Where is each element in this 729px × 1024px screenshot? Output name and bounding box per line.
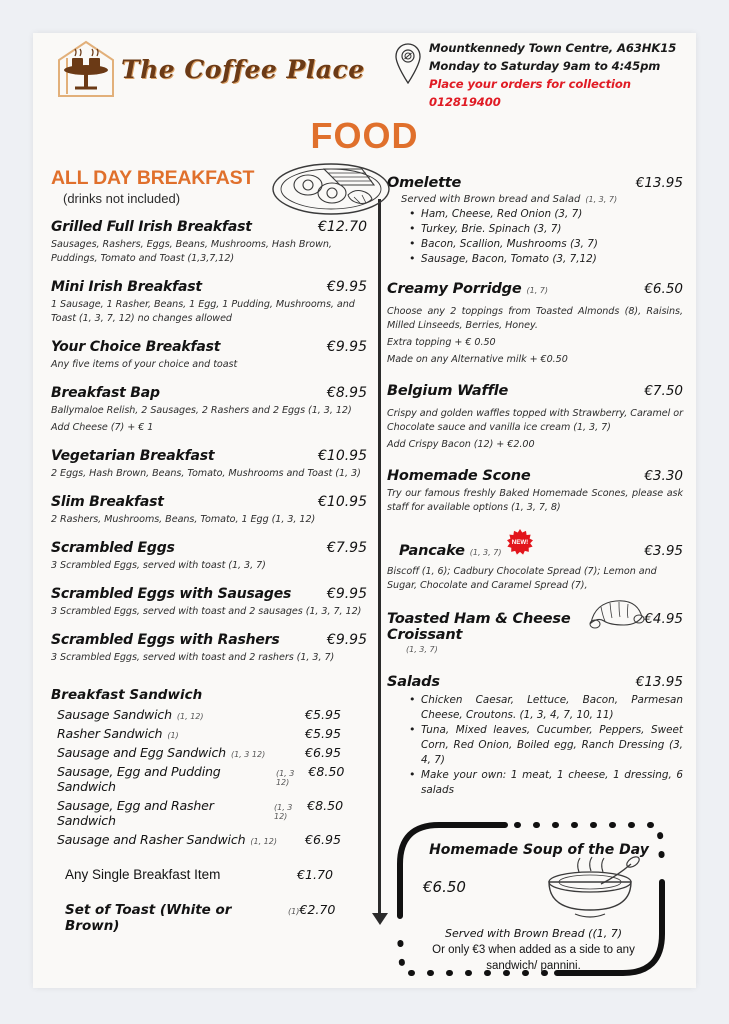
right-column [373, 161, 691, 980]
allergen-codes: (1, 12) [176, 712, 204, 721]
sandwich-name: Sausage, Egg and Rasher Sandwich [57, 798, 214, 828]
item-price: €8.95 [326, 385, 367, 401]
item-name: Salads [387, 674, 440, 690]
soup-title: Homemade Soup of the Day [429, 842, 649, 858]
soup-note-3: sandwich/ pannini. [486, 960, 581, 972]
item-name: Vegetarian Breakfast [51, 448, 215, 464]
item-description: Ballymaloe Relish, 2 Sausages, 2 Rashers and 2 Eggs (1, 3, 12) [51, 405, 352, 416]
contact-hours: Monday to Saturday 9am to 4:45pm [429, 59, 661, 73]
item-name: Omelette [387, 175, 462, 191]
item-name: Slim Breakfast [51, 494, 164, 510]
item-name: Scrambled Eggs with Sausages [51, 586, 292, 602]
menu-item[interactable] [51, 494, 367, 527]
item-price: €3.30 [644, 468, 683, 484]
item-name: Your Choice Breakfast [51, 339, 221, 355]
item-name: Breakfast Bap [51, 385, 160, 401]
item-name: Toasted Ham & Cheese Croissant [387, 611, 571, 643]
item-name: Scrambled Eggs with Rashers [51, 632, 280, 648]
item-description: 2 Eggs, Hash Brown, Beans, Tomato, Mushrooms and Toast (1, 3) [51, 468, 361, 479]
contact-phone[interactable]: Place your orders for collection 012819400 [429, 77, 631, 109]
menu-item[interactable] [51, 219, 367, 266]
menu-item[interactable] [51, 540, 367, 573]
menu-item-omelette[interactable] [387, 175, 683, 267]
sandwich-price: €8.50 [307, 798, 344, 813]
menu-item[interactable] [51, 385, 367, 435]
item-description [401, 194, 683, 205]
item-description: 3 Scrambled Eggs, served with toast and 2 sausages (1, 3, 7, 12) [51, 606, 362, 617]
sandwich-price: €6.95 [305, 745, 342, 760]
item-price: €13.95 [635, 175, 683, 191]
item-description: 3 Scrambled Eggs, served with toast (1, 3, 7) [51, 560, 266, 571]
soup-note-1: Served with Brown Bread ((1, 7) [444, 927, 623, 940]
item-description-text: Served with Brown bread and Salad [401, 194, 581, 205]
item-description: Biscoff (1, 6); Cadbury Chocolate Spread (7); Lemon and Sugar, Chocolate and Caramel Spread (7), [387, 566, 657, 591]
item-description: Choose any 2 toppings from Toasted Almonds (8), Raisins, Milled Linseeds, Berries, Honey. [387, 306, 683, 331]
list-item: • Ham, Cheese, Red Onion (3, 7) [409, 207, 683, 222]
item-name: Grilled Full Irish Breakfast [51, 219, 252, 235]
sandwich-price: €8.50 [308, 764, 345, 779]
brand-logo [53, 38, 365, 100]
menu-columns [33, 161, 696, 980]
sandwich-row[interactable] [51, 764, 367, 794]
item-name: Any Single Breakfast Item [65, 867, 221, 882]
menu-item-waffle[interactable] [387, 383, 683, 452]
breakfast-plate-icon [266, 155, 396, 217]
sandwich-name: Rasher Sandwich [57, 726, 163, 741]
item-name: Homemade Scone [387, 468, 531, 484]
sandwich-row[interactable] [51, 798, 367, 828]
sandwich-name: Sausage and Egg Sandwich [57, 745, 226, 760]
menu-item-pancake[interactable] [387, 529, 683, 593]
soup-note-2: Or only €3 when added as a side to any [432, 944, 635, 956]
menu-page [33, 33, 696, 988]
item-description-extra2: Made on any Alternative milk + €0.50 [387, 354, 568, 365]
item-name: Set of Toast (White or Brown) [65, 902, 232, 934]
new-starburst-badge-icon [507, 529, 533, 555]
item-price: €6.50 [644, 281, 683, 297]
menu-item[interactable] [51, 279, 367, 326]
allergen-codes: (1, 3, 7) [469, 548, 502, 557]
item-description: 1 Sausage, 1 Rasher, Beans, 1 Egg, 1 Pudding, Mushrooms, and Toast (1, 3, 7, 12) no changes allowed [51, 299, 355, 324]
allergen-codes: (1, 12) [250, 837, 277, 846]
page-title: FOOD [310, 115, 419, 156]
allergen-codes: (1) [167, 731, 179, 740]
soup-price: €6.50 [423, 878, 466, 896]
item-price: €9.95 [326, 279, 367, 295]
sandwich-price: €5.95 [305, 707, 342, 722]
item-price: €7.50 [644, 383, 683, 399]
location-pin-icon [393, 41, 423, 87]
item-name: Scrambled Eggs [51, 540, 175, 556]
svg-text:NEW!: NEW! [512, 539, 529, 546]
sandwich-row[interactable] [51, 707, 367, 722]
item-name: Belgium Waffle [387, 383, 509, 399]
contact-block [393, 39, 696, 111]
salad-options [409, 693, 683, 798]
item-description: Crispy and golden waffles topped with Strawberry, Caramel or Chocolate sauce and vanilla ice cream (1, 3, 7) [387, 408, 683, 433]
sandwich-name: Sausage Sandwich [57, 707, 172, 722]
sandwich-row[interactable] [51, 745, 367, 760]
menu-item-porridge[interactable] [387, 281, 683, 367]
item-description-extra: Extra topping + € 0.50 [387, 337, 496, 348]
left-column [33, 161, 373, 980]
coffee-table-house-logo-icon [53, 38, 119, 100]
item-price: €7.95 [326, 540, 367, 556]
menu-item-salads[interactable] [387, 674, 683, 798]
item-price: €4.95 [644, 611, 683, 627]
list-item: • Sausage, Bacon, Tomato (3, 7,12) [409, 252, 683, 267]
sandwich-row[interactable] [51, 726, 367, 741]
sandwich-price: €5.95 [305, 726, 342, 741]
menu-item[interactable] [51, 632, 367, 665]
set-of-toast-row[interactable] [51, 902, 367, 934]
sandwich-price: €6.95 [305, 832, 342, 847]
all-day-breakfast-subtitle: (drinks not included) [63, 191, 181, 206]
allergen-codes: (1, 7) [526, 286, 548, 295]
brand-name: The Coffee Place [121, 54, 365, 84]
item-price: €10.95 [318, 448, 367, 464]
item-price: €1.70 [297, 867, 334, 882]
column-divider [378, 199, 381, 919]
item-price: €12.70 [318, 219, 367, 235]
divider-arrow-icon [372, 913, 388, 925]
list-item: • Turkey, Brie. Spinach (3, 7) [409, 222, 683, 237]
allergen-codes: (1) [288, 907, 300, 916]
contact-address: Mountkennedy Town Centre, A63HK15 [429, 41, 677, 55]
item-description: 3 Scrambled Eggs, served with toast and 2 rashers (1, 3, 7) [51, 652, 335, 663]
list-item: • Tuna, Mixed leaves, Cucumber, Peppers, Sweet Corn, Red Onion, Boiled egg, Ranch Dressing (3, 4, 7) [409, 723, 683, 768]
item-price: €9.95 [326, 339, 367, 355]
sandwich-name: Sausage and Rasher Sandwich [57, 832, 246, 847]
menu-item-scone[interactable] [387, 468, 683, 515]
menu-item[interactable] [51, 339, 367, 372]
allergen-codes: (1, 3 12) [275, 769, 295, 787]
item-description: Sausages, Rashers, Eggs, Beans, Mushrooms, Hash Brown, Puddings, Tomato and Toast (1,3,7,12) [51, 239, 332, 264]
omelette-options [409, 207, 683, 267]
item-price: €3.95 [644, 543, 683, 559]
list-item: • Bacon, Scallion, Mushrooms (3, 7) [409, 237, 683, 252]
allergen-codes: (1, 3 12) [230, 750, 266, 759]
page-header [33, 33, 696, 111]
list-item: • Chicken Caesar, Lettuce, Bacon, Parmesan Cheese, Croutons. (1, 3, 4, 7, 10, 11) [409, 693, 683, 723]
item-price: €9.95 [326, 632, 367, 648]
item-description-extra: Add Crispy Bacon (12) + €2.00 [387, 439, 535, 450]
menu-item[interactable] [51, 448, 367, 481]
item-price: €13.95 [635, 674, 683, 690]
item-name: Creamy Porridge [387, 281, 522, 297]
soup-of-the-day-box[interactable] [387, 820, 683, 980]
item-description: Any five items of your choice and toast [51, 359, 238, 370]
menu-item[interactable] [51, 586, 367, 619]
sandwich-name: Sausage, Egg and Pudding Sandwich [57, 764, 221, 794]
croissant-icon [585, 597, 647, 631]
menu-item-croissant[interactable] [387, 611, 683, 654]
all-day-breakfast-heading: ALL DAY BREAKFAST [51, 167, 255, 189]
breakfast-sandwich-heading: Breakfast Sandwich [51, 687, 203, 703]
soup-notes [411, 926, 656, 974]
item-price: €2.70 [299, 902, 336, 917]
item-description-extra: Add Cheese (7) + € 1 [51, 422, 154, 433]
soup-bowl-icon [535, 854, 645, 924]
item-name: Mini Irish Breakfast [51, 279, 202, 295]
any-single-breakfast-item-row[interactable] [51, 867, 367, 882]
allergen-codes: (1, 3, 7) [406, 645, 438, 654]
item-description: 2 Rashers, Mushrooms, Beans, Tomato, 1 Egg (1, 3, 12) [51, 514, 316, 525]
item-description: Try our famous freshly Baked Homemade Scones, please ask staff for available options (1, 3, 7, 8) [387, 488, 683, 513]
allergen-codes: (1, 3 12) [273, 803, 293, 821]
item-price: €10.95 [318, 494, 367, 510]
sandwich-row[interactable] [51, 832, 367, 847]
allergen-codes: (1, 3, 7) [585, 195, 618, 204]
item-name: Pancake [399, 543, 465, 559]
item-price: €9.95 [326, 586, 367, 602]
list-item: • Make your own: 1 meat, 1 cheese, 1 dressing, 6 salads [409, 768, 683, 798]
